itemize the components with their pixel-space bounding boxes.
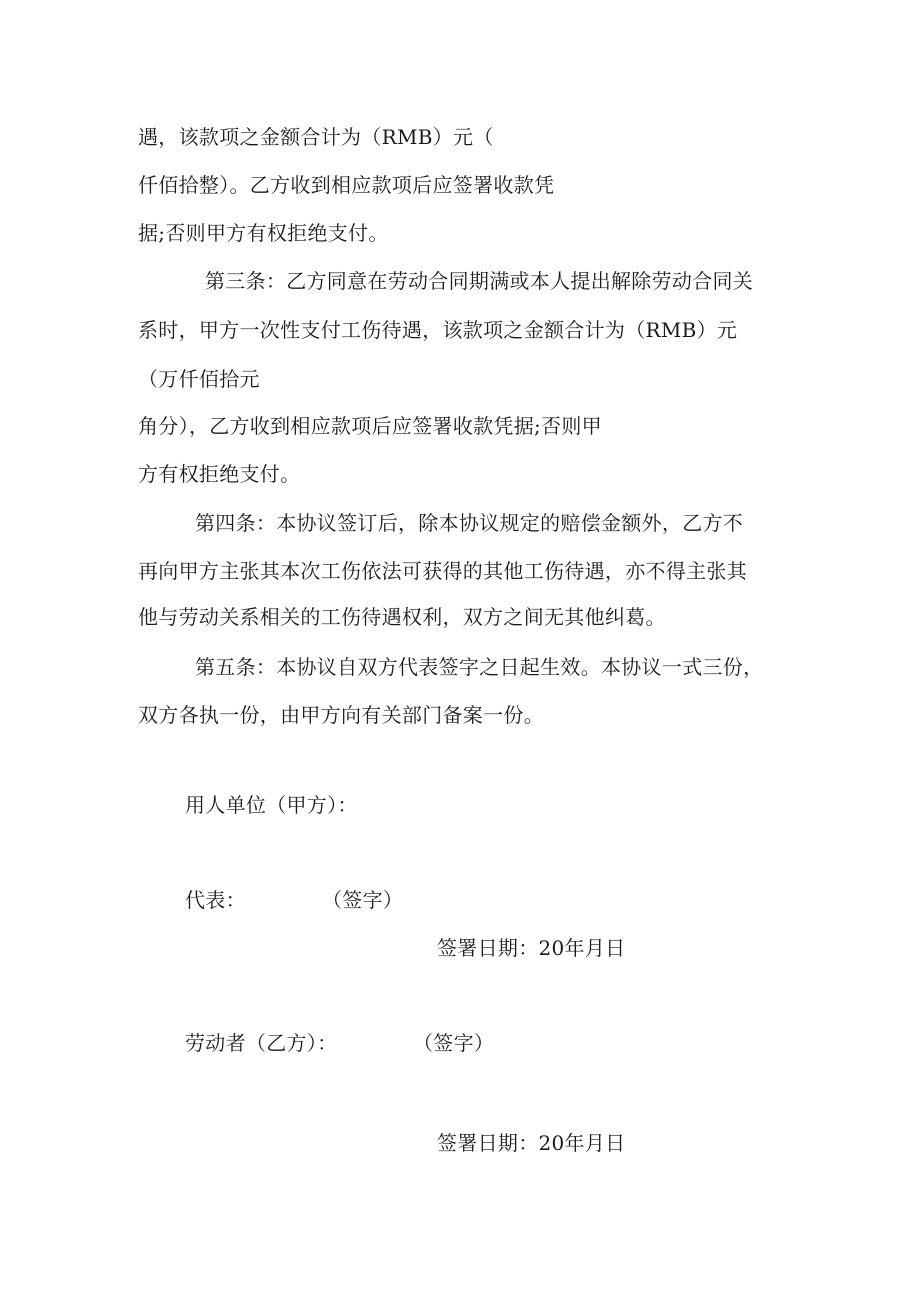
article2-line-2: 仟佰拾整）。乙方收到相应款项后应签署收款凭 [138, 173, 555, 197]
worker-label: 劳动者（乙方）： [185, 1031, 338, 1055]
article4-line-2: 再向甲方主张其本次工伤依法可获得的其他工伤待遇，亦不得主张其 [138, 559, 747, 583]
article5-line-2: 双方各执一份，由甲方向有关部门备案一份。 [138, 703, 544, 727]
worker-signature: （签字） [413, 1031, 495, 1055]
representative-signature: （签字） [322, 888, 404, 912]
article3-line-1: 第三条：乙方同意在劳动合同期满或本人提出解除劳动合同关 [205, 269, 754, 293]
article3-line-4: 角分），乙方收到相应款项后应签署收款凭据;否则甲 [138, 414, 602, 438]
article3-line-5: 方有权拒绝支付。 [138, 462, 301, 486]
worker-sign-date: 签署日期：20年月日 [437, 1131, 626, 1155]
article2-line-3: 据;否则甲方有权拒绝支付。 [138, 221, 389, 245]
article4-line-1: 第四条：本协议签订后，除本协议规定的赔偿金额外，乙方不 [195, 511, 744, 535]
employer-label: 用人单位（甲方）： [185, 793, 358, 817]
article2-line-1: 遇，该款项之金额合计为（RMB）元（ [138, 125, 494, 149]
article5-line-1: 第五条：本协议自双方代表签字之日起生效。本协议一式三份， [195, 655, 764, 679]
representative-label: 代表： [185, 888, 246, 912]
article3-line-2: 系时，甲方一次性支付工伤待遇，该款项之金额合计为（RMB）元 [138, 318, 738, 342]
article4-line-3: 他与劳动关系相关的工伤待遇权利，双方之间无其他纠葛。 [138, 605, 666, 629]
article3-line-3: （万仟佰拾元 [138, 367, 260, 391]
employer-sign-date: 签署日期：20年月日 [437, 936, 626, 960]
